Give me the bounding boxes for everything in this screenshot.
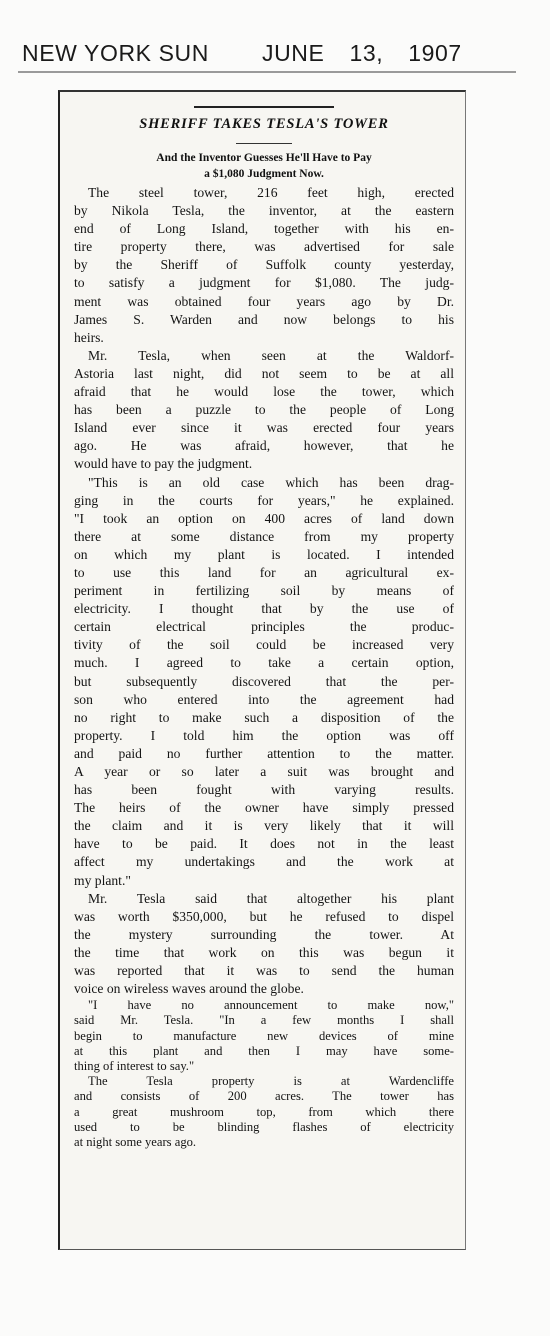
article-paragraph [74, 184, 454, 347]
article-line: Astoria last night, did not seem to be at all [74, 365, 454, 381]
article-line: thing of interest to say." [74, 1059, 195, 1074]
source-line [22, 40, 500, 74]
article-line: the claim and it is very likely that it will [74, 818, 454, 834]
article-line: The steel tower, 216 feet high, erected [88, 185, 454, 200]
subhead [74, 150, 454, 182]
article-paragraph [74, 998, 454, 1074]
article-line: no right to make such a disposition of the [74, 709, 454, 725]
article-line: Mr. Tesla, when seen at the Waldorf- [88, 347, 454, 363]
article-line: afraid that he would lose the tower, which [74, 384, 454, 400]
article-line: has been a puzzle to the people of Long [74, 402, 454, 418]
article-line: was worth $350,000, but he refused to dispel [74, 908, 454, 924]
article [74, 106, 454, 1150]
article-line: voice on wireless waves around the globe. [74, 981, 304, 997]
article-line: ago. He was afraid, however, that he [74, 438, 454, 454]
article-line: at this plant and then I may have some- [74, 1043, 454, 1058]
article-line: The heirs of the owner have simply pressed [74, 800, 454, 816]
article-line: the mystery surrounding the tower. At [74, 926, 454, 942]
article-line: "This is an old case which has been drag- [88, 474, 454, 490]
article-line: much. I agreed to take a certain option, [74, 655, 454, 671]
article-line: but subsequently discovered that the per- [74, 673, 454, 689]
article-line: electricity. I thought that by the use of [74, 601, 454, 617]
headline-rule [236, 143, 292, 144]
article-line: periment in fertilizing soil by means of [74, 583, 454, 599]
article-line: and paid no further attention to the matter. [74, 745, 454, 761]
article-line: there at some distance from my property [74, 528, 454, 544]
article-line: end of Long Island, together with his en- [74, 221, 454, 237]
article-line: by Nikola Tesla, the inventor, at the eastern [74, 203, 454, 219]
article-line: ment was obtained four years ago by Dr. [74, 293, 454, 309]
article-line: the time that work on this was begun it [74, 944, 454, 960]
article-line: certain electrical principles the produc- [74, 619, 454, 635]
article-paragraph [74, 890, 454, 999]
article-paragraph [74, 474, 454, 890]
article-line: "I took an option on 400 acres of land down [74, 510, 454, 526]
article-line: Island ever since it was erected four years [74, 420, 454, 436]
article-paragraph [74, 1074, 454, 1150]
subhead-line: And the Inventor Guesses He'll Have to Pay [156, 152, 372, 164]
publication-date: JUNE 13, 1907 [262, 40, 462, 66]
newspaper-clipping [58, 90, 466, 1250]
article-line: was reported that it was to send the human [74, 963, 454, 979]
article-line: A year or so later a suit was brought and [74, 764, 454, 779]
article-line: on which my plant is located. I intended [74, 546, 454, 562]
article-line: affect my undertakings and the work at [74, 854, 454, 870]
article-line: used to be blinding flashes of electricity [74, 1119, 454, 1134]
article-line: to satisfy a judgment for $1,080. The judg- [74, 275, 454, 291]
top-rule [194, 106, 334, 108]
article-line: tire property there, was advertised for sale [74, 239, 454, 255]
article-line: has been fought with varying results. [74, 782, 454, 798]
article-line: a great mushroom top, from which there [74, 1104, 454, 1119]
article-paragraph [74, 347, 454, 474]
article-line: tivity of the soil could be increased very [74, 637, 454, 653]
article-line: would have to pay the judgment. [74, 456, 253, 472]
article-body [74, 184, 454, 1150]
article-line: begin to manufacture new devices of mine [74, 1028, 454, 1043]
article-line: Mr. Tesla said that altogether his plant [88, 890, 454, 906]
article-line: "I have no announcement to make now," [88, 998, 454, 1013]
article-line: said Mr. Tesla. "In a few months I shall [74, 1013, 454, 1028]
article-line: ging in the courts for years," he explained. [74, 492, 454, 508]
article-line: and consists of 200 acres. The tower has [74, 1089, 454, 1104]
article-line: heirs. [74, 329, 104, 345]
article-line: at night some years ago. [74, 1135, 197, 1150]
article-line: property. I told him the option was off [74, 727, 454, 743]
subhead-line: a $1,080 Judgment Now. [204, 168, 324, 180]
source-underline [18, 71, 516, 73]
headline: SHERIFF TAKES TESLA'S TOWER [139, 116, 389, 132]
publication-name: NEW YORK SUN [22, 40, 209, 66]
article-line: James S. Warden and now belongs to his [74, 311, 454, 327]
article-line: son who entered into the agreement had [74, 691, 454, 707]
article-line: by the Sheriff of Suffolk county yesterday, [74, 257, 454, 273]
article-line: The Tesla property is at Wardencliffe [88, 1074, 454, 1089]
article-line: to use this land for an agricultural ex- [74, 564, 454, 580]
article-line: my plant." [74, 872, 131, 888]
article-line: have to be paid. It does not in the least [74, 836, 454, 852]
